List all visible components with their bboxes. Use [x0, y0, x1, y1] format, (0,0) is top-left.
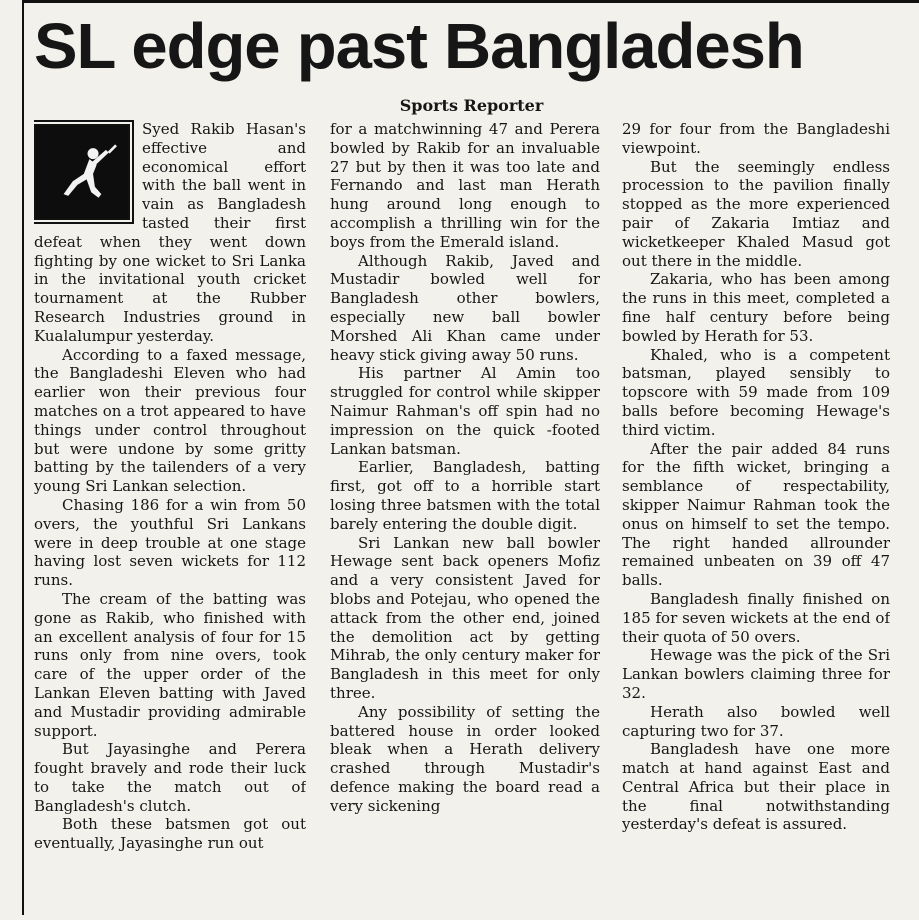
col1-para-1: Syed Rakib Hasan's effective and economical effort with the ball went in vain as Bangladesh tasted their first defeat when they went down fighting by one wicket to Sri Lanka in the invitational youth cricket tournament at the Rubber Research Industries ground in Kualalumpur yesterday. [34, 120, 306, 345]
col2-para-6: Any possibility of setting the battered house in order looked bleak when a Herath delivery crashed through Mustadir's defence making the board read a very sickening [330, 702, 600, 815]
col3-para-2: But the seemingly endless procession to the pavilion finally stopped as the more experienced pair of Zakaria Imtiaz and wicketkeeper Khaled Masud got out there in the middle. [622, 157, 890, 270]
col1-para-3: Chasing 186 for a win from 50 overs, the youthful Sri Lankans were in deep trouble at one stage having lost seven wickets for 112 runs. [34, 495, 306, 590]
col2-para-3: His partner Al Amin too struggled for control while skipper Naimur Rahman's off spin had no impression on the quick -footed Lankan batsman. [330, 364, 600, 458]
col3-para-4: Khaled, who is a competent batsman, played sensibly to topscore with 59 made from 109 balls before becoming Hewage's third victim. [622, 345, 890, 439]
col1-para-4: The cream of the batting was gone as Rakib, who finished with an excellent analysis of four for 15 runs only from nine overs, took care of the upper order of the Lankan Eleven batting with Javed and Mustadir providing admirable support. [34, 589, 306, 740]
col3-para-7: Hewage was the pick of the Sri Lankan bowlers claiming three for 32. [622, 646, 890, 702]
col2-para-2: Although Rakib, Javed and Mustadir bowled well for Bangladesh other bowlers, especially new ball bowler Morshed Ali Khan came under heavy stick giving away 50 runs. [330, 251, 600, 364]
col2-para-1: for a matchwinning 47 and Perera bowled by Rakib for an invaluable 27 but by then it was too late and Fernando and last man Herath hung around long enough to accomplish a thrilling win for the boys from the Emerald island. [330, 120, 600, 251]
top-rule [22, 0, 919, 3]
col1-para-5: But Jayasinghe and Perera fought bravely and rode their luck to take the match out of Bangladesh's clutch. [34, 740, 306, 815]
col3-para-5: After the pair added 84 runs for the fifth wicket, bringing a semblance of respectability, skipper Naimur Rahman took the onus on himself to set the tempo. The right handed allrounder remained unbeaten on 39 off 47 balls. [622, 439, 890, 590]
col3-para-1: 29 for four from the Bangladeshi viewpoint. [622, 120, 890, 157]
col1-para-6: Both these batsmen got out eventually, Jayasinghe run out [34, 815, 306, 853]
col3-para-8: Herath also bowled well capturing two for 37. [622, 702, 890, 740]
col3-para-3: Zakaria, who has been among the runs in this meet, completed a fine half century before being bowled by Herath for 53. [622, 270, 890, 345]
article-column-2 [330, 120, 600, 920]
article-column-1 [34, 120, 306, 920]
col3-para-9: Bangladesh have one more match at hand against East and Central Africa but their place in the final notwithstanding yesterday's defeat is assured. [622, 740, 890, 834]
left-rule [22, 0, 24, 915]
byline: Sports Reporter [399, 96, 544, 115]
headline: SL edge past Bangladesh [34, 10, 804, 82]
cricketer-silhouette-svg [36, 126, 128, 218]
col3-para-6: Bangladesh finally finished on 185 for seven wickets at the end of their quota of 50 overs. [622, 589, 890, 646]
col2-para-5: Sri Lankan new ball bowler Hewage sent back openers Mofiz and a very consistent Javed for blobs and Potejau, who opened the attack from the other end, joined the demolition act by getting Mihrab, the only century maker for Bangladesh in this meet for only three. [330, 533, 600, 702]
col1-para-2: According to a faxed message, the Bangladeshi Eleven who had earlier won their previous four matches on a trot appeared to have things under control throughout but were undone by some gritty batting by the tailenders of a very young Sri Lankan selection. [34, 345, 306, 496]
col2-para-4: Earlier, Bangladesh, batting first, got off to a horrible start losing three batsmen with the total barely entering the double digit. [330, 458, 600, 533]
cricketer-silhouette-icon [34, 124, 130, 220]
article-column-3 [622, 120, 890, 920]
